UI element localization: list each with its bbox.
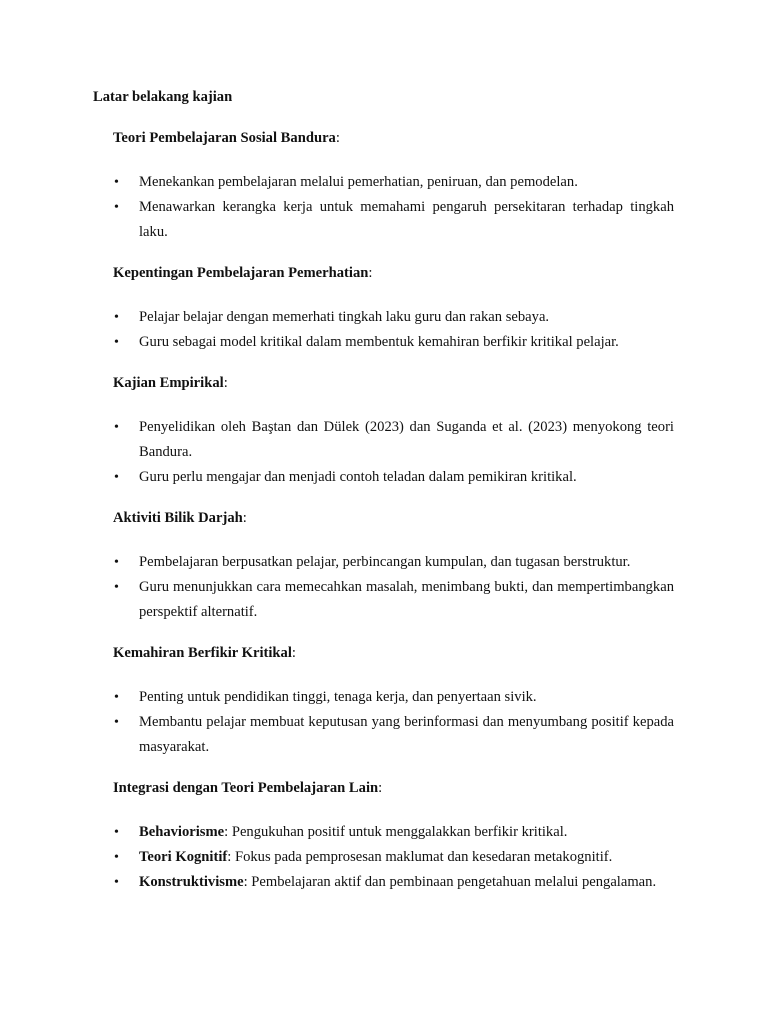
list-item-text: Guru sebagai model kritikal dalam membentuk kemahiran berfikir kritikal pelajar. xyxy=(139,334,619,350)
list-item-text: Membantu pelajar membuat keputusan yang berinformasi dan menyumbang positif kepada masyarakat. xyxy=(139,714,674,755)
section-teori-bandura xyxy=(113,128,674,245)
list-item-text: Penyelidikan oleh Baştan dan Dülek (2023) dan Suganda et al. (2023) menyokong teori Bandura. xyxy=(139,419,674,460)
section-heading-colon: : xyxy=(378,780,383,796)
list-item-text: Guru menunjukkan cara memecahkan masalah, menimbang bukti, dan mempertimbangkan perspektif alternatif. xyxy=(139,579,674,620)
section-kemahiran-berfikir xyxy=(113,643,674,760)
list-item xyxy=(113,575,674,625)
list-item-term: Behaviorisme xyxy=(139,824,225,840)
section-heading xyxy=(113,263,674,283)
bullet-list xyxy=(113,415,674,490)
list-item xyxy=(113,415,674,465)
list-item xyxy=(113,550,674,575)
list-item xyxy=(113,710,674,760)
list-item-term: Teori Kognitif xyxy=(139,849,228,865)
section-heading-text: Kemahiran Berfikir Kritikal xyxy=(113,645,292,661)
section-aktiviti-bilik-darjah xyxy=(113,508,674,625)
list-item-text: : Fokus pada pemprosesan maklumat dan kesedaran metakognitif. xyxy=(227,849,613,865)
bullet-list xyxy=(113,550,674,625)
document-title: Latar belakang kajian xyxy=(93,89,233,105)
list-item xyxy=(113,195,674,245)
section-heading xyxy=(113,128,674,148)
section-heading xyxy=(113,508,674,528)
list-item-text: Pembelajaran berpusatkan pelajar, perbincangan kumpulan, dan tugasan berstruktur. xyxy=(139,554,631,570)
list-item-text: Penting untuk pendidikan tinggi, tenaga kerja, dan penyertaan sivik. xyxy=(139,689,537,705)
list-item-text: : Pembelajaran aktif dan pembinaan pengetahuan melalui pengalaman. xyxy=(243,874,657,890)
section-heading xyxy=(113,778,674,798)
section-heading-colon: : xyxy=(291,645,296,661)
section-heading-text: Teori Pembelajaran Sosial Bandura xyxy=(113,130,336,146)
list-item xyxy=(113,170,674,195)
list-item xyxy=(113,870,674,895)
section-heading-text: Integrasi dengan Teori Pembelajaran Lain xyxy=(113,780,379,796)
bullet-list xyxy=(113,820,674,895)
list-item-term: Konstruktivisme xyxy=(139,874,244,890)
section-heading-colon: : xyxy=(368,265,373,281)
section-heading-colon: : xyxy=(242,510,247,526)
list-item-text: Pelajar belajar dengan memerhati tingkah laku guru dan rakan sebaya. xyxy=(139,309,550,325)
section-heading xyxy=(113,643,674,663)
bullet-list xyxy=(113,685,674,760)
list-item-text: Guru perlu mengajar dan menjadi contoh teladan dalam pemikiran kritikal. xyxy=(139,469,577,485)
list-item xyxy=(113,685,674,710)
list-item xyxy=(113,330,674,355)
section-heading-text: Kajian Empirikal xyxy=(113,375,224,391)
section-heading-colon: : xyxy=(335,130,340,146)
section-kepentingan-pemerhatian xyxy=(113,263,674,355)
list-item-text: Menawarkan kerangka kerja untuk memahami pengaruh persekitaran terhadap tingkah laku. xyxy=(139,199,674,240)
section-integrasi-teori xyxy=(113,778,674,895)
list-item xyxy=(113,305,674,330)
section-heading-colon: : xyxy=(223,375,228,391)
bullet-list xyxy=(113,305,674,355)
list-item-text: Menekankan pembelajaran melalui pemerhatian, peniruan, dan pemodelan. xyxy=(139,174,578,190)
section-heading-text: Kepentingan Pembelajaran Pemerhatian xyxy=(113,265,369,281)
list-item-text: : Pengukuhan positif untuk menggalakkan berfikir kritikal. xyxy=(224,824,568,840)
section-heading xyxy=(113,373,674,393)
section-kajian-empirikal xyxy=(113,373,674,490)
bullet-list xyxy=(113,170,674,245)
list-item xyxy=(113,845,674,870)
list-item xyxy=(113,465,674,490)
section-heading-text: Aktiviti Bilik Darjah xyxy=(113,510,243,526)
list-item xyxy=(113,820,674,845)
